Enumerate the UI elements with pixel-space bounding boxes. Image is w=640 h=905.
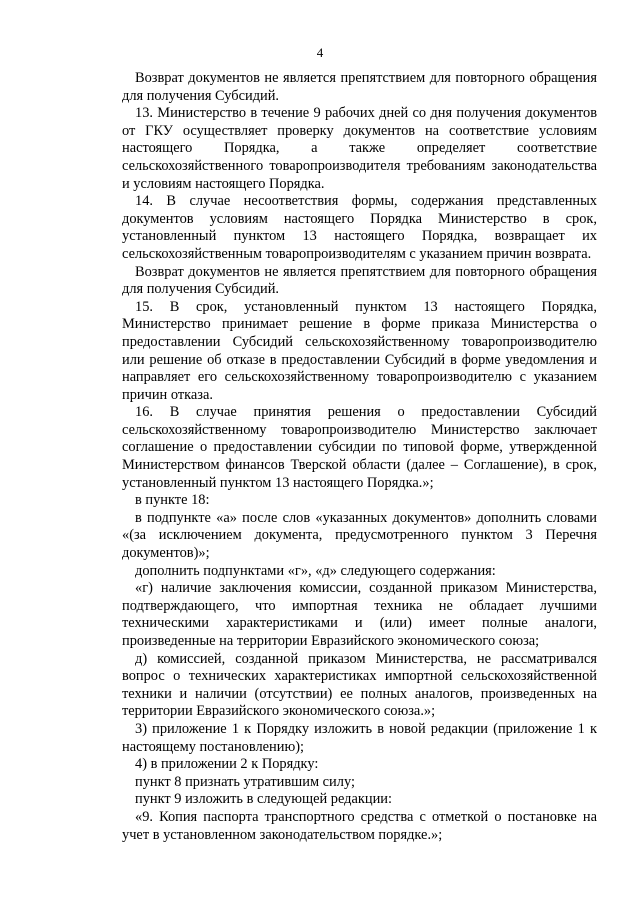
document-body — [122, 70, 597, 844]
paragraph: пункт 8 признать утратившим силу; — [135, 773, 355, 790]
paragraph: «9. Копия паспорта транспортного средства с отметкой о постановке на учет в установленном законодательством порядке.»; — [122, 808, 597, 843]
paragraph: 13. Министерство в течение 9 рабочих дней со дня получения документов от ГКУ осуществляет проверку документов на соответствие условиям настоящего Порядка, а также определяет соответствие сельскохозяйственного товаропроизводителя требованиям законодательства и условиям настоящего Порядка. — [122, 105, 597, 192]
paragraph: 4) в приложении 2 к Порядку: — [135, 756, 319, 773]
paragraph: д) комиссией, созданной приказом Министерства, не рассматривался вопрос о технических характеристиках импортной сельскохозяйственной техники и наличии (отсутствии) ее полных аналогов, произведенных на территории Евразийского экономического союза.»; — [122, 650, 597, 720]
paragraph: 15. В срок, установленный пунктом 13 настоящего Порядка, Министерство принимает решение в форме приказа Министерства о предоставлении Субсидий сельскохозяйственному товаропроизводителю или решение об отказе в предоставлении Субсидий в форме уведомления и направляет его сельскохозяйственному товаропроизводителю с указанием причин отказа. — [122, 298, 597, 403]
paragraph: Возврат документов не является препятствием для повторного обращения для получения Субсидий. — [122, 70, 597, 104]
paragraph: 14. В случае несоответствия формы, содержания представленных документов условиям настоящего Порядка Министерство в срок, установленный пунктом 13 настоящего Порядка, возвращает их сельскохозяйственным товаропроизводителям с указанием причин возврата. — [122, 193, 597, 262]
paragraph: «г) наличие заключения комиссии, созданной приказом Министерства, подтверждающего, что импортная техника не обладает лучшими техническими характеристиками и (или) имеет полные аналоги, произведенные на территории Евразийского экономического союза; — [122, 580, 597, 649]
paragraph: пункт 9 изложить в следующей редакции: — [135, 791, 392, 808]
paragraph: в подпункте «а» после слов «указанных документов» дополнить словами «(за исключением документа, предусмотренного пунктом 3 Перечня документов)»; — [122, 509, 597, 562]
paragraph: 3) приложение 1 к Порядку изложить в новой редакции (приложение 1 к настоящему постановлению); — [122, 720, 597, 755]
paragraph: в пункте 18: — [135, 492, 210, 509]
paragraph: 16. В случае принятия решения о предоставлении Субсидий сельскохозяйственному товаропроизводителю Министерство заключает соглашение о предоставлении субсидии по типовой форме, утвержденной Министерством финансов Тверской области (далее – Соглашение), в срок, установленный пунктом 13 настоящего Порядка.»; — [122, 404, 597, 491]
paragraph: Возврат документов не является препятствием для повторного обращения для получения Субсидий. — [122, 263, 597, 298]
page-number: 4 — [316, 45, 324, 60]
paragraph: дополнить подпунктами «г», «д» следующего содержания: — [135, 562, 496, 579]
